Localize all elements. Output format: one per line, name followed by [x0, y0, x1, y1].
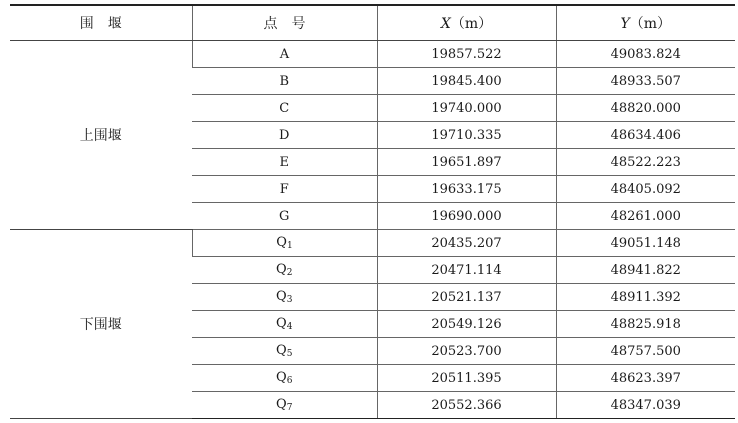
- y-coordinate-cell: 48405.092: [556, 176, 735, 203]
- x-coordinate-cell: 19651.897: [377, 149, 556, 176]
- x-coordinate-cell: 20521.137: [377, 284, 556, 311]
- cofferdam-group-label: 上围堰: [10, 41, 192, 230]
- header-y-var: Y: [620, 16, 630, 32]
- point-number-cell: [192, 122, 377, 149]
- header-x-unit: （m）: [450, 16, 493, 32]
- point-number-cell: [192, 41, 377, 68]
- point-number-cell: [192, 230, 377, 257]
- point-letter: G: [279, 208, 290, 224]
- header-row: [10, 5, 735, 41]
- point-letter: Q: [276, 235, 287, 250]
- point-number-cell: [192, 338, 377, 365]
- y-coordinate-cell: 48347.039: [556, 392, 735, 419]
- point-number-cell: [192, 311, 377, 338]
- y-coordinate-cell: 48820.000: [556, 95, 735, 122]
- header-x: [377, 5, 556, 41]
- table-body: [10, 41, 735, 419]
- table-row: [10, 230, 735, 257]
- x-coordinate-cell: 19633.175: [377, 176, 556, 203]
- x-coordinate-cell: 20435.207: [377, 230, 556, 257]
- x-coordinate-cell: 19857.522: [377, 41, 556, 68]
- point-subscript: 4: [286, 322, 293, 332]
- point-letter: Q: [276, 262, 287, 277]
- x-coordinate-cell: 19740.000: [377, 95, 556, 122]
- point-letter: F: [279, 181, 289, 197]
- x-coordinate-cell: 20471.114: [377, 257, 556, 284]
- header-x-var: X: [440, 16, 451, 32]
- point-letter: D: [279, 127, 290, 143]
- point-letter: Q: [276, 370, 287, 385]
- y-coordinate-cell: 48825.918: [556, 311, 735, 338]
- y-coordinate-cell: 48261.000: [556, 203, 735, 230]
- point-subscript: 2: [286, 268, 293, 278]
- point-number-cell: [192, 257, 377, 284]
- cofferdam-group-label: 下围堰: [10, 230, 192, 419]
- point-number-cell: [192, 68, 377, 95]
- x-coordinate-cell: 20549.126: [377, 311, 556, 338]
- header-point-number: 点 号: [192, 5, 377, 41]
- header-cofferdam: 围 堰: [10, 5, 192, 41]
- point-letter: Q: [276, 397, 287, 412]
- header-y: [556, 5, 735, 41]
- point-number-cell: [192, 284, 377, 311]
- y-coordinate-cell: 48933.507: [556, 68, 735, 95]
- point-number-cell: [192, 149, 377, 176]
- point-subscript: 1: [286, 241, 293, 251]
- x-coordinate-cell: 20552.366: [377, 392, 556, 419]
- point-letter: E: [279, 154, 289, 170]
- y-coordinate-cell: 48757.500: [556, 338, 735, 365]
- point-number-cell: [192, 176, 377, 203]
- y-coordinate-cell: 48623.397: [556, 365, 735, 392]
- coordinates-table: [10, 4, 735, 419]
- x-coordinate-cell: 19845.400: [377, 68, 556, 95]
- y-coordinate-cell: 48941.822: [556, 257, 735, 284]
- x-coordinate-cell: 19690.000: [377, 203, 556, 230]
- x-coordinate-cell: 19710.335: [377, 122, 556, 149]
- point-number-cell: [192, 203, 377, 230]
- point-letter: Q: [276, 343, 287, 358]
- point-letter: C: [279, 100, 290, 116]
- point-letter: Q: [276, 289, 287, 304]
- y-coordinate-cell: 48911.392: [556, 284, 735, 311]
- point-letter: B: [279, 73, 290, 89]
- point-letter: A: [279, 46, 290, 62]
- header-y-unit: （m）: [629, 16, 672, 32]
- point-subscript: 3: [286, 295, 293, 305]
- y-coordinate-cell: 49051.148: [556, 230, 735, 257]
- point-number-cell: [192, 95, 377, 122]
- point-subscript: 5: [286, 349, 293, 359]
- y-coordinate-cell: 49083.824: [556, 41, 735, 68]
- y-coordinate-cell: 48522.223: [556, 149, 735, 176]
- x-coordinate-cell: 20511.395: [377, 365, 556, 392]
- x-coordinate-cell: 20523.700: [377, 338, 556, 365]
- y-coordinate-cell: 48634.406: [556, 122, 735, 149]
- point-letter: Q: [276, 316, 287, 331]
- point-subscript: 7: [286, 403, 293, 413]
- table-row: [10, 41, 735, 68]
- point-number-cell: [192, 365, 377, 392]
- point-subscript: 6: [286, 376, 293, 386]
- point-number-cell: [192, 392, 377, 419]
